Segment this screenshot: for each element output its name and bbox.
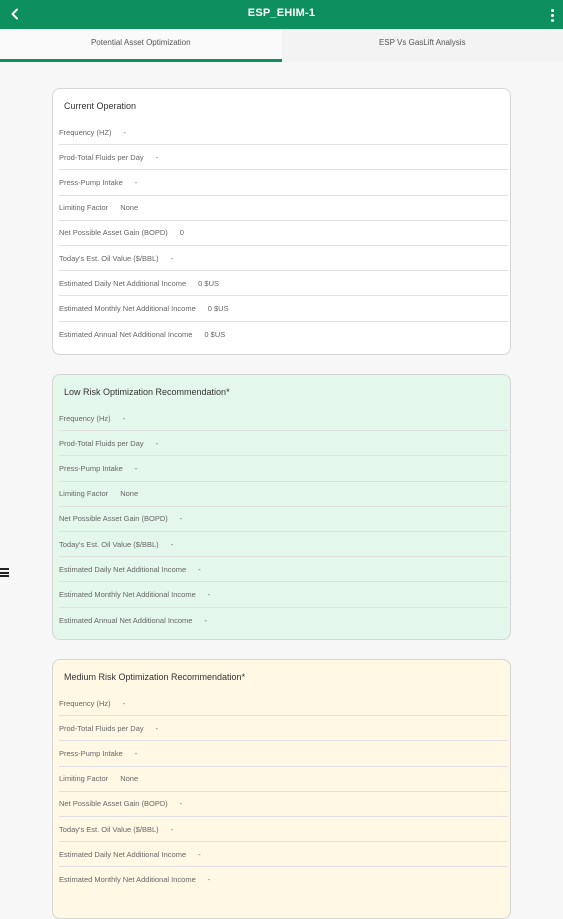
metric-row bbox=[59, 456, 508, 481]
metric-label: Net Possible Asset Gain (BOPD) bbox=[59, 514, 168, 523]
metric-row bbox=[59, 296, 508, 321]
metric-list bbox=[53, 120, 510, 347]
metric-label: Estimated Daily Net Additional Income bbox=[59, 850, 186, 859]
low-risk-recommendation-card bbox=[52, 374, 511, 640]
metric-row bbox=[59, 532, 508, 557]
metric-row bbox=[59, 271, 508, 296]
metric-row bbox=[59, 608, 508, 633]
metric-label: Today's Est. Oil Value ($/BBL) bbox=[59, 254, 159, 263]
metric-value: 0 $US bbox=[198, 279, 219, 288]
metric-row bbox=[59, 792, 508, 817]
metric-row bbox=[59, 170, 508, 195]
app-bar bbox=[0, 0, 563, 29]
metric-value: - bbox=[171, 825, 174, 834]
metric-row bbox=[59, 842, 508, 867]
metric-label: Press-Pump Intake bbox=[59, 178, 123, 187]
metric-row bbox=[59, 120, 508, 145]
metric-label: Net Possible Asset Gain (BOPD) bbox=[59, 228, 168, 237]
metric-label: Frequency (Hz) bbox=[59, 414, 111, 423]
metric-label: Net Possible Asset Gain (BOPD) bbox=[59, 799, 168, 808]
metric-value: - bbox=[208, 590, 211, 599]
metric-value: - bbox=[180, 514, 183, 523]
tab-potential-asset-optimization[interactable]: Potential Asset Optimization bbox=[0, 29, 282, 62]
metric-label: Estimated Monthly Net Additional Income bbox=[59, 875, 196, 884]
metric-label: Estimated Monthly Net Additional Income bbox=[59, 304, 196, 313]
metric-label: Estimated Daily Net Additional Income bbox=[59, 279, 186, 288]
metric-row bbox=[59, 767, 508, 792]
metric-label: Estimated Annual Net Additional Income bbox=[59, 616, 192, 625]
metric-value: - bbox=[171, 540, 174, 549]
metric-value: - bbox=[124, 128, 127, 137]
metric-label: Estimated Monthly Net Additional Income bbox=[59, 590, 196, 599]
current-operation-card bbox=[52, 88, 511, 355]
metric-label: Estimated Annual Net Additional Income bbox=[59, 330, 192, 339]
metric-value: - bbox=[156, 153, 159, 162]
metric-value: None bbox=[120, 774, 138, 783]
metric-row bbox=[59, 322, 508, 347]
metric-value: 0 bbox=[180, 228, 184, 237]
metric-value: None bbox=[120, 489, 138, 498]
metric-value: - bbox=[156, 724, 159, 733]
metric-value: 0 $US bbox=[208, 304, 229, 313]
page-title: ESP_EHIM-1 bbox=[0, 7, 563, 19]
metric-value: - bbox=[198, 850, 201, 859]
metric-list bbox=[53, 406, 510, 633]
medium-risk-recommendation-card bbox=[52, 659, 511, 919]
metric-label: Limiting Factor bbox=[59, 489, 108, 498]
metric-row bbox=[59, 221, 508, 246]
tab-bar bbox=[0, 29, 563, 62]
metric-label: Limiting Factor bbox=[59, 774, 108, 783]
metric-row bbox=[59, 691, 508, 716]
metric-value: - bbox=[198, 565, 201, 574]
metric-list bbox=[53, 691, 510, 893]
metric-row bbox=[59, 246, 508, 271]
metric-label: Press-Pump Intake bbox=[59, 464, 123, 473]
metric-row bbox=[59, 196, 508, 221]
metric-row bbox=[59, 406, 508, 431]
metric-row bbox=[59, 482, 508, 507]
metric-row bbox=[59, 817, 508, 842]
metric-row bbox=[59, 867, 508, 892]
metric-label: Estimated Daily Net Additional Income bbox=[59, 565, 186, 574]
metric-row bbox=[59, 557, 508, 582]
metric-label: Frequency (Hz) bbox=[59, 699, 111, 708]
metric-label: Press-Pump Intake bbox=[59, 749, 123, 758]
metric-row bbox=[59, 145, 508, 170]
card-title: Current Operation bbox=[53, 89, 510, 120]
metric-row bbox=[59, 741, 508, 766]
metric-value: 0 $US bbox=[204, 330, 225, 339]
metric-value: - bbox=[135, 749, 138, 758]
metric-label: Today's Est. Oil Value ($/BBL) bbox=[59, 540, 159, 549]
metric-label: Frequency (HZ) bbox=[59, 128, 112, 137]
metric-value: - bbox=[208, 875, 211, 884]
metric-value: - bbox=[123, 699, 126, 708]
card-title: Medium Risk Optimization Recommendation* bbox=[53, 660, 510, 691]
metric-value: - bbox=[135, 464, 138, 473]
tab-esp-vs-gaslift-analysis[interactable]: ESP Vs GasLift Analysis bbox=[282, 29, 563, 62]
more-vertical-icon[interactable] bbox=[547, 6, 557, 24]
metric-row bbox=[59, 507, 508, 532]
metric-value: - bbox=[123, 414, 126, 423]
metric-value: None bbox=[120, 203, 138, 212]
metric-label: Prod-Total Fluids per Day bbox=[59, 153, 144, 162]
hamburger-menu-icon[interactable] bbox=[0, 568, 9, 577]
metric-value: - bbox=[171, 254, 174, 263]
metric-value: - bbox=[156, 439, 159, 448]
metric-value: - bbox=[180, 799, 183, 808]
metric-row bbox=[59, 716, 508, 741]
metric-row bbox=[59, 582, 508, 607]
metric-value: - bbox=[204, 616, 207, 625]
metric-label: Prod-Total Fluids per Day bbox=[59, 439, 144, 448]
metric-label: Limiting Factor bbox=[59, 203, 108, 212]
metric-label: Today's Est. Oil Value ($/BBL) bbox=[59, 825, 159, 834]
metric-row bbox=[59, 431, 508, 456]
card-title: Low Risk Optimization Recommendation* bbox=[53, 375, 510, 406]
metric-label: Prod-Total Fluids per Day bbox=[59, 724, 144, 733]
metric-value: - bbox=[135, 178, 138, 187]
